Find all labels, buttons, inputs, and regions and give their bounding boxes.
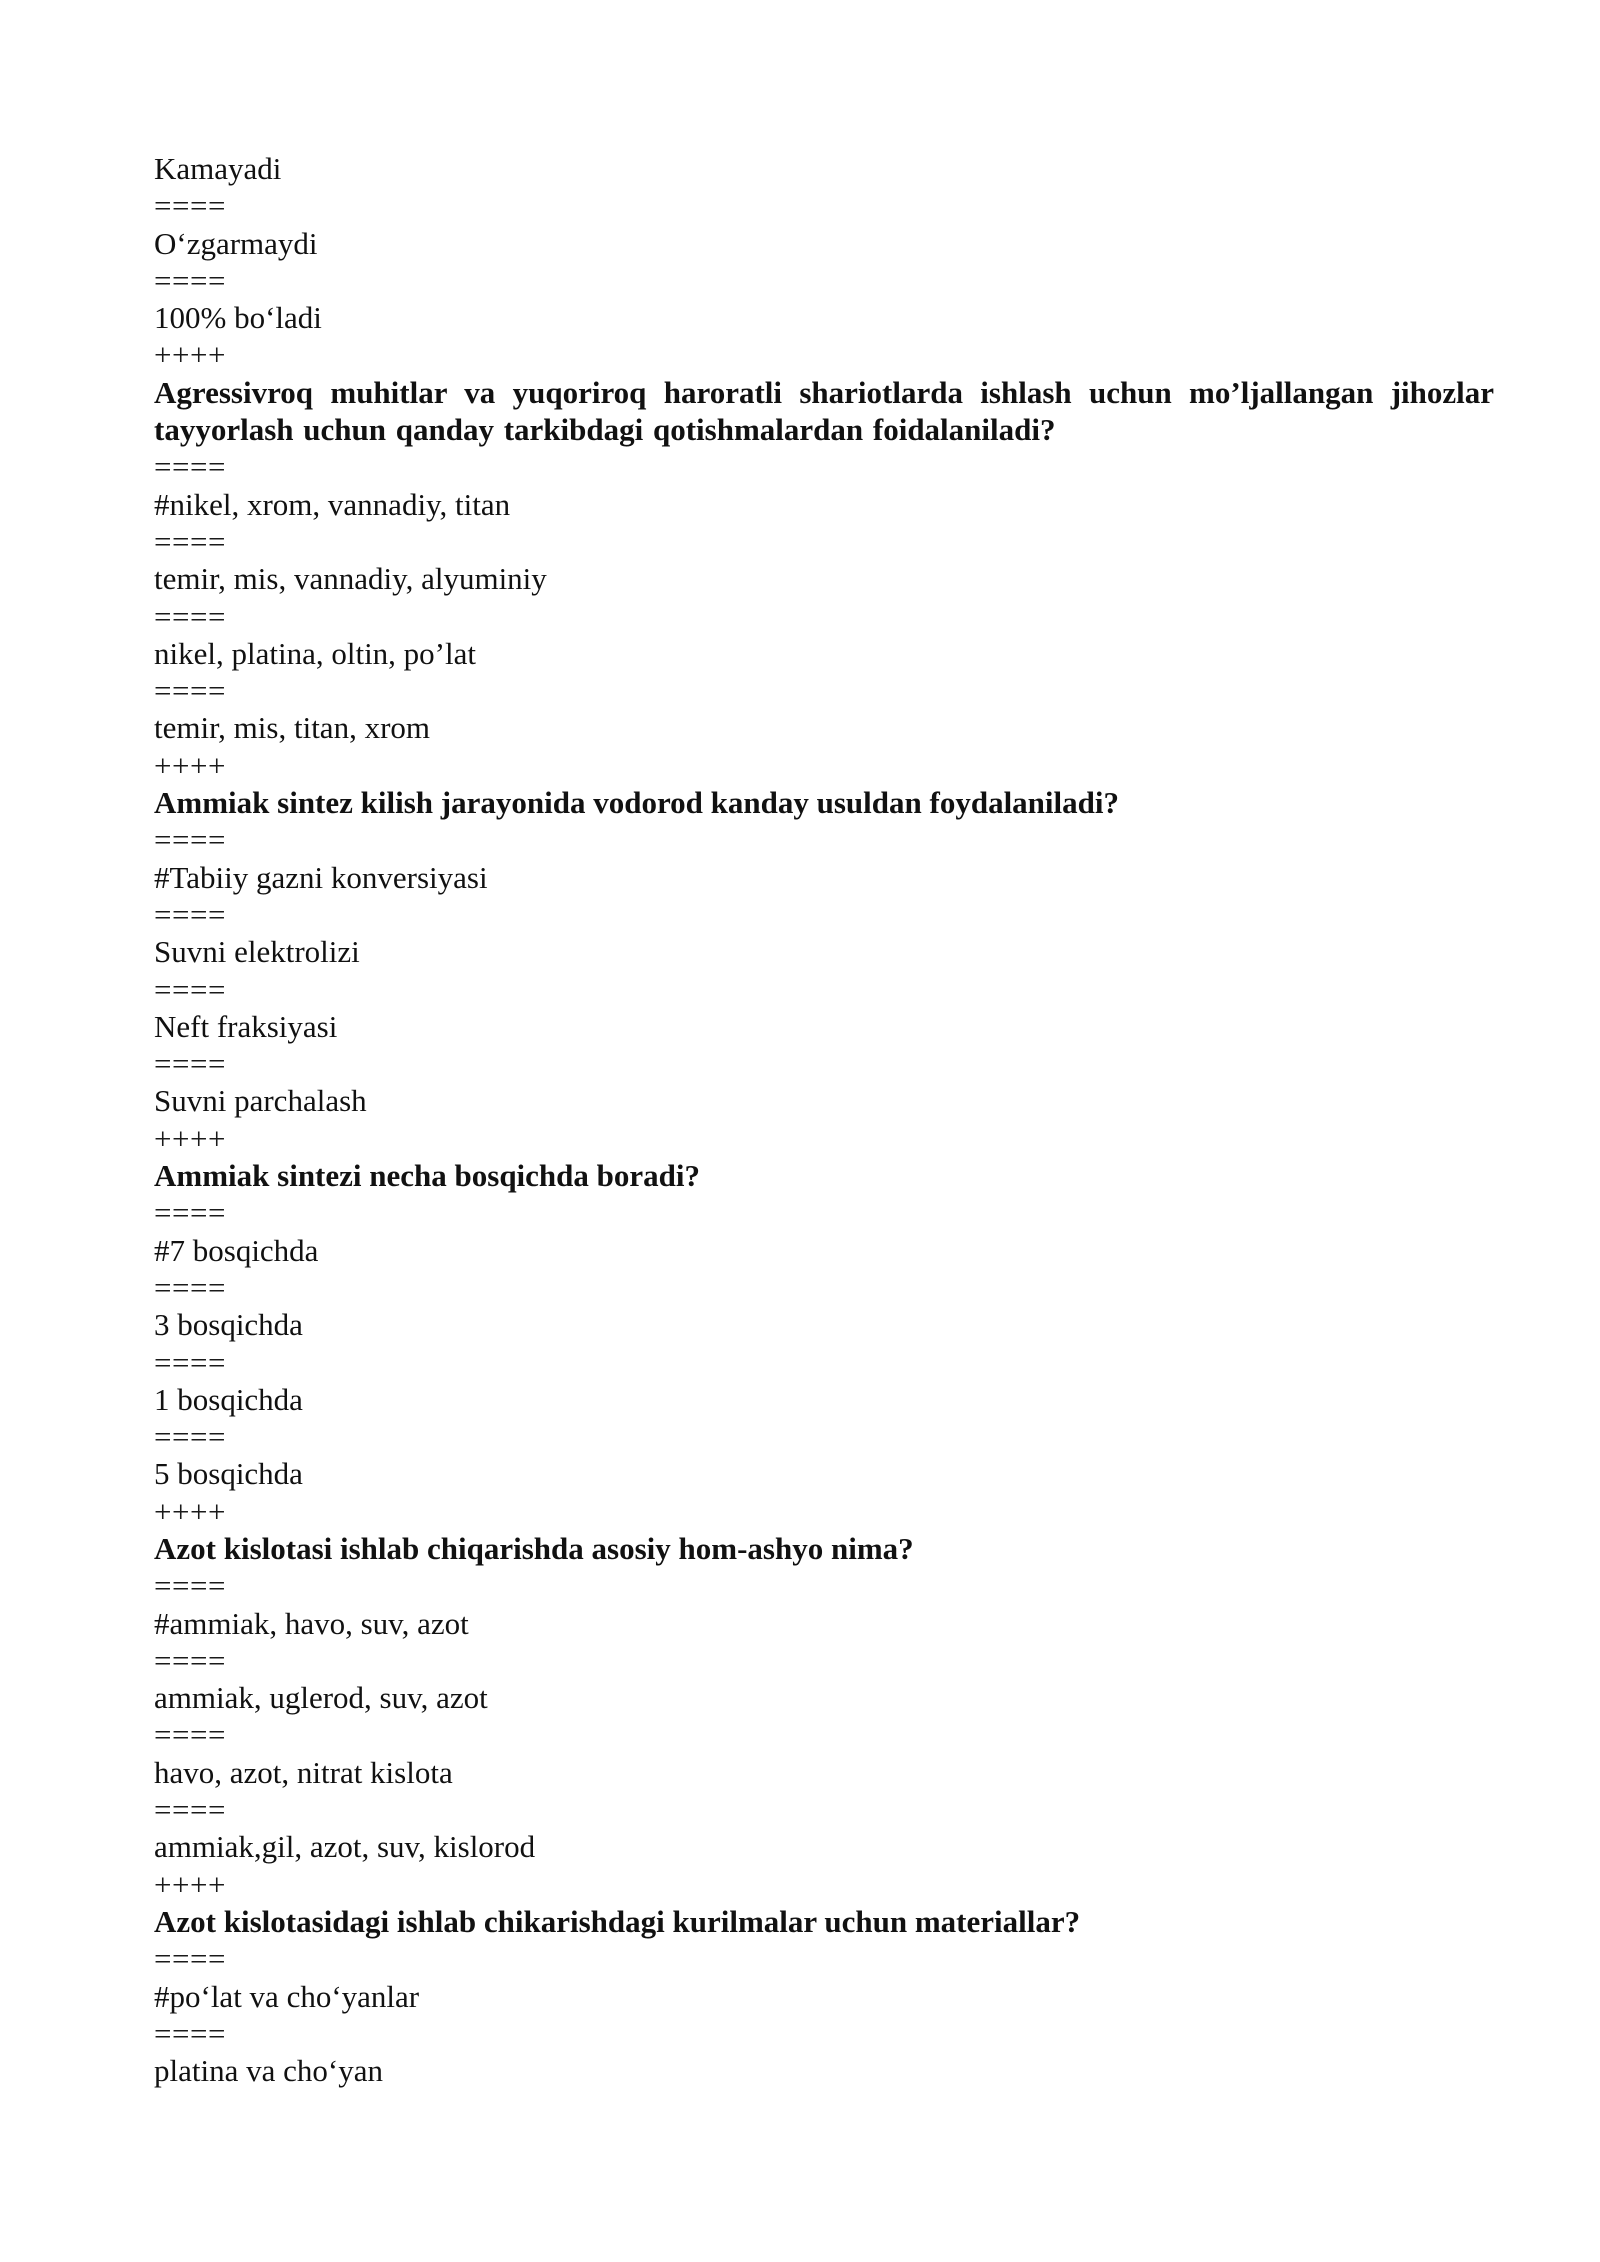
- answer-option: Suvni elektrolizi: [154, 934, 360, 970]
- option-separator: ====: [154, 2015, 226, 2051]
- option-separator: ====: [154, 1195, 226, 1231]
- question-text: Azot kislotasidagi ishlab chikarishdagi kurilmalar uchun materiallar?: [154, 1903, 1081, 1939]
- answer-option: 100% bo‘ladi: [154, 300, 322, 336]
- answer-option: Neft fraksiyasi: [154, 1008, 338, 1044]
- question-separator: ++++: [154, 1866, 226, 1902]
- answer-option: 1 bosqichda: [154, 1381, 303, 1417]
- answer-option: O‘zgarmaydi: [154, 225, 318, 261]
- answer-option: havo, azot, nitrat kislota: [154, 1754, 453, 1790]
- option-separator: ====: [154, 1941, 226, 1977]
- question-text: Azot kislotasi ishlab chiqarishda asosiy hom-ashyo nima?: [154, 1530, 914, 1566]
- answer-option: temir, mis, titan, xrom: [154, 710, 431, 746]
- answer-option: #ammiak, havo, suv, azot: [154, 1605, 469, 1641]
- question-separator: ++++: [154, 1493, 226, 1529]
- option-separator: ====: [154, 673, 226, 709]
- answer-option: Kamayadi: [154, 151, 282, 186]
- option-separator: ====: [154, 1642, 226, 1678]
- answer-option: ammiak,gil, azot, suv, kislorod: [154, 1829, 536, 1865]
- answer-option: #Tabiiy gazni konversiyasi: [154, 859, 488, 895]
- answer-option: 5 bosqichda: [154, 1456, 303, 1492]
- option-separator: ====: [154, 1344, 226, 1380]
- option-separator: ====: [154, 449, 226, 485]
- answer-option: 3 bosqichda: [154, 1307, 303, 1343]
- option-separator: ====: [154, 188, 226, 224]
- question-separator: ++++: [154, 1120, 226, 1156]
- answer-option: #po‘lat va cho‘yanlar: [154, 1978, 420, 2014]
- answer-option: Suvni parchalash: [154, 1083, 367, 1119]
- option-separator: ====: [154, 1269, 226, 1305]
- option-separator: ====: [154, 971, 226, 1007]
- option-separator: ====: [154, 1717, 226, 1753]
- question-text: Ammiak sintezi necha bosqichda boradi?: [154, 1158, 701, 1194]
- question-separator: ++++: [154, 747, 226, 783]
- question-separator: ++++: [154, 337, 226, 373]
- option-separator: ====: [154, 262, 226, 298]
- option-separator: ====: [154, 1419, 226, 1455]
- answer-option: platina va cho‘yan: [154, 2053, 383, 2089]
- option-separator: ====: [154, 598, 226, 634]
- option-separator: ====: [154, 1792, 226, 1828]
- option-separator: ====: [154, 822, 226, 858]
- option-separator: ====: [154, 523, 226, 559]
- answer-option: nikel, platina, oltin, po’lat: [154, 635, 476, 671]
- option-separator: ====: [154, 896, 226, 932]
- answer-option: #7 bosqichda: [154, 1232, 319, 1268]
- answer-option: ammiak, uglerod, suv, azot: [154, 1680, 488, 1716]
- question-text: Agressivroq muhitlar va yuqoriroq haroratli shariotlarda ishlash uchun mo’ljallangan jihozlar tayyorlash uchun qanday tarkibdagi qotishmalardan foidalaniladi?: [154, 374, 1494, 448]
- option-separator: ====: [154, 1568, 226, 1604]
- option-separator: ====: [154, 1046, 226, 1082]
- document-page: [154, 150, 1494, 2089]
- question-text: Ammiak sintez kilish jarayonida vodorod kanday usuldan foydalaniladi?: [154, 785, 1119, 821]
- answer-option: temir, mis, vannadiy, alyuminiy: [154, 561, 547, 597]
- answer-option: #nikel, xrom, vannadiy, titan: [154, 486, 511, 522]
